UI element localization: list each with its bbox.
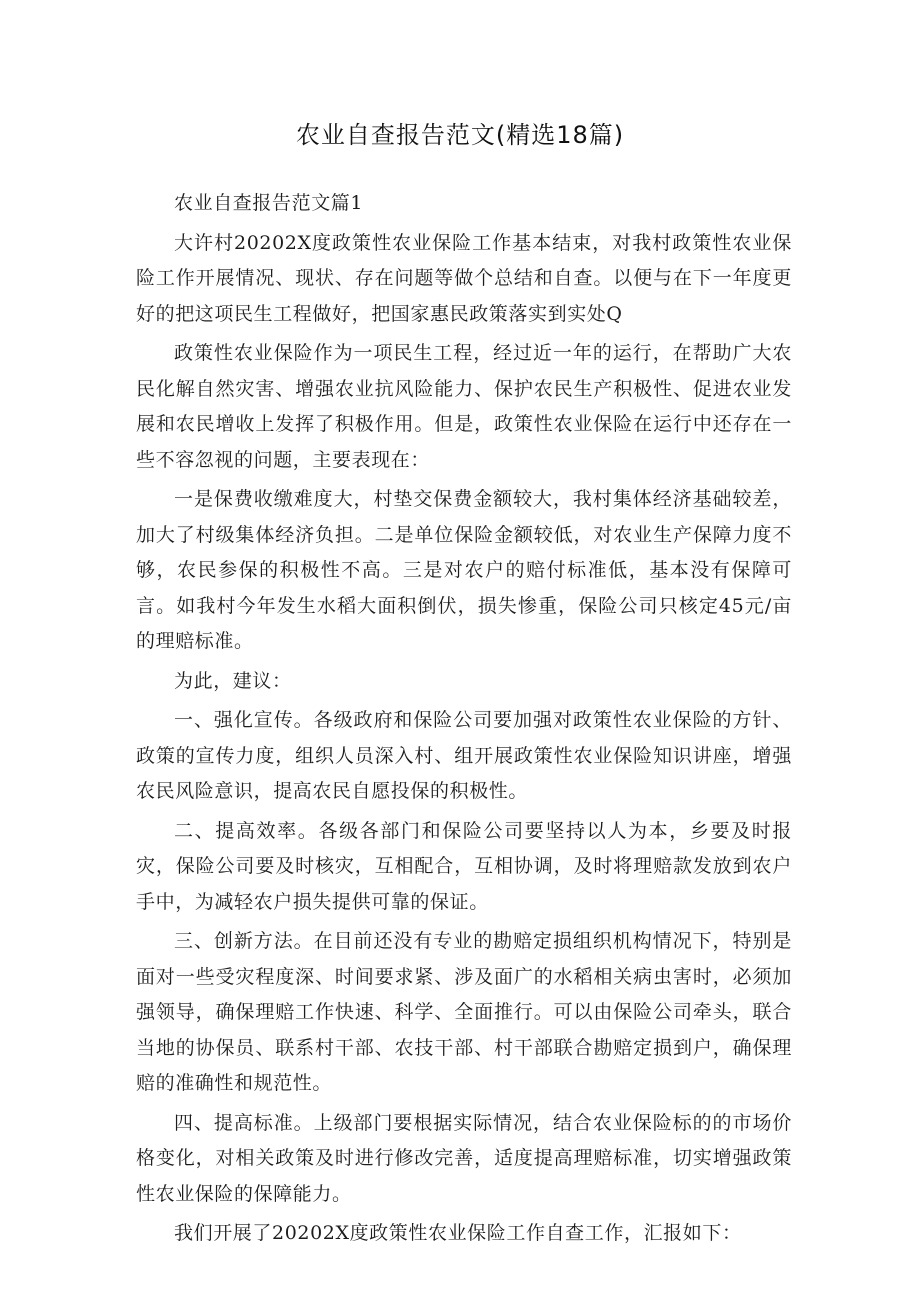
paragraph-suggestion-3: 三、创新方法。在目前还没有专业的勘赔定损组织机构情况下，特别是面对一些受灾程度深、时间要求紧、涉及面广的水稻相关病虫害时，必须加强领导，确保理赔工作快速、科学、全面推行。可以由保险公司牵头，联合当地的协保员、联系村干部、农技干部、村干部联合勘赔定损到户，确保理赔的准确性和规范性。 bbox=[136, 930, 792, 1094]
paragraph-suggestion-1: 一、强化宣传。各级政府和保险公司要加强对政策性农业保险的方针、政策的宣传力度，组织人员深入村、组开展政策性农业保险知识讲座，增强农民风险意识，提高农民自愿投保的积极性。 bbox=[136, 709, 792, 802]
paragraph-report-lead: 我们开展了20202X度政策性农业保险工作自查工作，汇报如下： bbox=[174, 1222, 742, 1244]
paragraph-suggestion-4: 四、提高标准。上级部门要根据实际情况，结合农业保险标的的市场价格变化，对相关政策及时进行修改完善，适度提高理赔标准，切实增强政策性农业保险的保障能力。 bbox=[136, 1111, 792, 1205]
paragraph-suggestion-lead: 为此，建议： bbox=[174, 669, 292, 692]
section-heading: 农业自查报告范文篇1 bbox=[174, 192, 364, 214]
paragraph-suggestion-2: 二、提高效率。各级各部门和保险公司要坚持以人为本，乡要及时报灾，保险公司要及时核灾，互相配合，互相协调，及时将理赔款发放到农户手中，为减轻农户损失提供可靠的保证。 bbox=[136, 819, 792, 913]
paragraph-overview: 政策性农业保险作为一项民生工程，经过近一年的运行，在帮助广大农民化解自然灾害、增强农业抗风险能力、保护农民生产积极性、促进农业发展和农民增收上发挥了积极作用。但是，政策性农业保险在运行中还存在一些不容忽视的问题，主要表现在： bbox=[136, 342, 792, 471]
document-body bbox=[136, 186, 792, 1256]
paragraph-intro: 大许村20202X度政策性农业保险工作基本结束，对我村政策性农业保险工作开展情况、现状、存在问题等做个总结和自查。以便与在下一年度更好的把这项民生工程做好，把国家惠民政策落实到实处Q bbox=[136, 231, 792, 325]
document-title: 农业自查报告范文(精选18篇) bbox=[295, 121, 625, 149]
paragraph-problems: 一是保费收缴难度大，村垫交保费金额较大，我村集体经济基础较差，加大了村级集体经济负担。二是单位保险金额较低，对农业生产保障力度不够，农民参保的积极性不高。三是对农户的赔付标准低，基本没有保障可言。如我村今年发生水稻大面积倒伏，损失惨重，保险公司只核定45元/亩的理赔标准。 bbox=[136, 488, 792, 652]
